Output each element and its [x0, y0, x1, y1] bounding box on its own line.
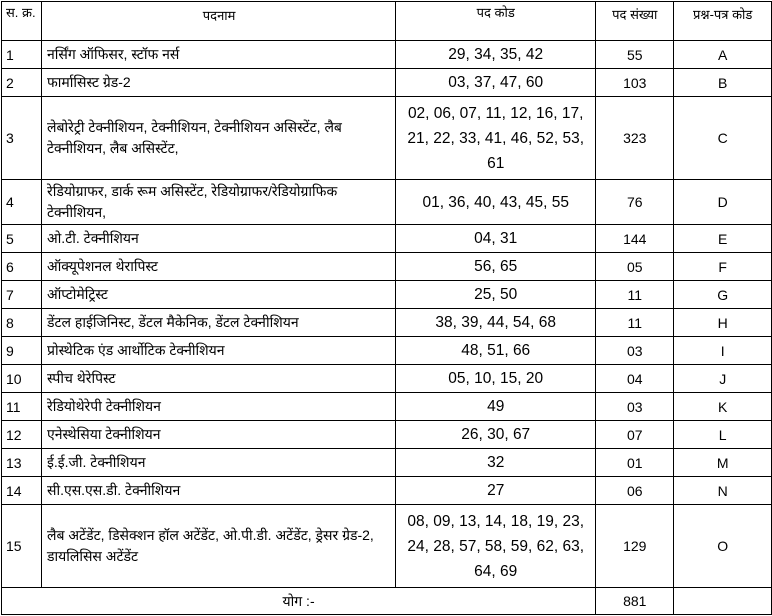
- post-name-cell: नर्सिंग ऑफिसर, स्टॉफ नर्स: [41, 41, 395, 69]
- post-code-cell: 05, 10, 15, 20: [396, 365, 596, 393]
- post-count-cell: 07: [596, 421, 674, 449]
- post-name-cell: स्पीच थेरेपिस्ट: [41, 365, 395, 393]
- posts-table: [1, 1, 772, 615]
- post-name-cell: ई.ई.जी. टेक्नीशियन: [41, 449, 395, 477]
- post-count-cell: 103: [596, 69, 674, 97]
- post-name-cell: ऑप्टोमेट्रिस्ट: [41, 281, 395, 309]
- header-row: [2, 2, 772, 41]
- paper-code-cell: E: [674, 225, 772, 253]
- sr-cell: 15: [2, 505, 42, 588]
- paper-code-cell: I: [674, 337, 772, 365]
- post-code-cell: 08, 09, 13, 14, 18, 19, 23, 24, 28, 57, 58, 59, 62, 63, 64, 69: [396, 505, 596, 588]
- header-post-name: पदनाम: [41, 2, 395, 41]
- table-row: [2, 309, 772, 337]
- paper-code-cell: M: [674, 449, 772, 477]
- total-label: योग :-: [2, 588, 596, 615]
- post-count-cell: 04: [596, 365, 674, 393]
- post-name-cell: ओ.टी. टेक्नीशियन: [41, 225, 395, 253]
- sr-cell: 10: [2, 365, 42, 393]
- post-code-cell: 27: [396, 477, 596, 505]
- post-name-cell: फार्मासिस्ट ग्रेड-2: [41, 69, 395, 97]
- sr-cell: 2: [2, 69, 42, 97]
- post-count-cell: 01: [596, 449, 674, 477]
- paper-code-cell: F: [674, 253, 772, 281]
- paper-code-cell: B: [674, 69, 772, 97]
- sr-cell: 3: [2, 97, 42, 180]
- table-row: [2, 41, 772, 69]
- post-code-cell: 56, 65: [396, 253, 596, 281]
- post-name-cell: लैब अटेंडेंट, डिसेक्शन हॉल अटेंडेंट, ओ.पी.डी. अटेंडेंट, ड्रेसर ग्रेड-2, डायलिसिस अटेंडेंट: [41, 505, 395, 588]
- table-row: [2, 365, 772, 393]
- post-count-cell: 55: [596, 41, 674, 69]
- header-post-count: पद संख्या: [596, 2, 674, 41]
- paper-code-cell: J: [674, 365, 772, 393]
- post-count-cell: 11: [596, 281, 674, 309]
- post-name-cell: लेबोरेट्री टेक्नीशियन, टेक्नीशियन, टेक्नीशियन असिस्टेंट, लैब टेक्नीशियन, लैब असिस्टेंट,: [41, 97, 395, 180]
- table-row: [2, 281, 772, 309]
- post-name-cell: प्रोस्थेटिक एंड आर्थोटिक टेक्नीशियन: [41, 337, 395, 365]
- table-row: [2, 253, 772, 281]
- post-code-cell: 38, 39, 44, 54, 68: [396, 309, 596, 337]
- table-row: [2, 505, 772, 588]
- post-name-cell: एनेस्थेसिया टेक्नीशियन: [41, 421, 395, 449]
- paper-code-cell: G: [674, 281, 772, 309]
- table-row: [2, 421, 772, 449]
- post-code-cell: 25, 50: [396, 281, 596, 309]
- post-count-cell: 323: [596, 97, 674, 180]
- post-code-cell: 48, 51, 66: [396, 337, 596, 365]
- table-row: [2, 449, 772, 477]
- post-name-cell: रेडियोग्राफर, डार्क रूम असिस्टेंट, रेडियोग्राफर/रेडियोग्राफिक टेक्नीशियन,: [41, 180, 395, 225]
- post-name-cell: ऑक्यूपेशनल थेरापिस्ट: [41, 253, 395, 281]
- post-name-cell: रेडियोथेरेपी टेक्नीशियन: [41, 393, 395, 421]
- paper-code-cell: N: [674, 477, 772, 505]
- paper-code-cell: K: [674, 393, 772, 421]
- post-code-cell: 03, 37, 47, 60: [396, 69, 596, 97]
- post-code-cell: 01, 36, 40, 43, 45, 55: [396, 180, 596, 225]
- paper-code-cell: L: [674, 421, 772, 449]
- table-row: [2, 180, 772, 225]
- sr-cell: 1: [2, 41, 42, 69]
- paper-code-cell: C: [674, 97, 772, 180]
- header-paper-code: प्रश्न-पत्र कोड: [674, 2, 772, 41]
- paper-code-cell: O: [674, 505, 772, 588]
- post-count-cell: 06: [596, 477, 674, 505]
- header-sr: स. क्र.: [2, 2, 42, 41]
- post-code-cell: 49: [396, 393, 596, 421]
- sr-cell: 14: [2, 477, 42, 505]
- post-code-cell: 26, 30, 67: [396, 421, 596, 449]
- post-count-cell: 129: [596, 505, 674, 588]
- sr-cell: 13: [2, 449, 42, 477]
- table-row: [2, 393, 772, 421]
- paper-code-cell: D: [674, 180, 772, 225]
- paper-code-cell: H: [674, 309, 772, 337]
- table-row: [2, 69, 772, 97]
- post-count-cell: 05: [596, 253, 674, 281]
- post-code-cell: 29, 34, 35, 42: [396, 41, 596, 69]
- sr-cell: 11: [2, 393, 42, 421]
- total-count: 881: [596, 588, 674, 615]
- sr-cell: 7: [2, 281, 42, 309]
- post-count-cell: 11: [596, 309, 674, 337]
- header-post-code: पद कोड: [396, 2, 596, 41]
- post-name-cell: डेंटल हाईजिनिस्ट, डेंटल मैकेनिक, डेंटल टेक्नीशियन: [41, 309, 395, 337]
- post-code-cell: 32: [396, 449, 596, 477]
- table-row: [2, 337, 772, 365]
- sr-cell: 8: [2, 309, 42, 337]
- post-code-cell: 04, 31: [396, 225, 596, 253]
- sr-cell: 4: [2, 180, 42, 225]
- post-count-cell: 76: [596, 180, 674, 225]
- sr-cell: 5: [2, 225, 42, 253]
- total-paper-cell: [674, 588, 772, 615]
- post-name-cell: सी.एस.एस.डी. टेक्नीशियन: [41, 477, 395, 505]
- post-count-cell: 144: [596, 225, 674, 253]
- table-row: [2, 97, 772, 180]
- table-row: [2, 477, 772, 505]
- paper-code-cell: A: [674, 41, 772, 69]
- sr-cell: 9: [2, 337, 42, 365]
- post-count-cell: 03: [596, 337, 674, 365]
- sr-cell: 6: [2, 253, 42, 281]
- post-count-cell: 03: [596, 393, 674, 421]
- total-row: [2, 588, 772, 615]
- post-code-cell: 02, 06, 07, 11, 12, 16, 17, 21, 22, 33, 41, 46, 52, 53, 61: [396, 97, 596, 180]
- table-row: [2, 225, 772, 253]
- sr-cell: 12: [2, 421, 42, 449]
